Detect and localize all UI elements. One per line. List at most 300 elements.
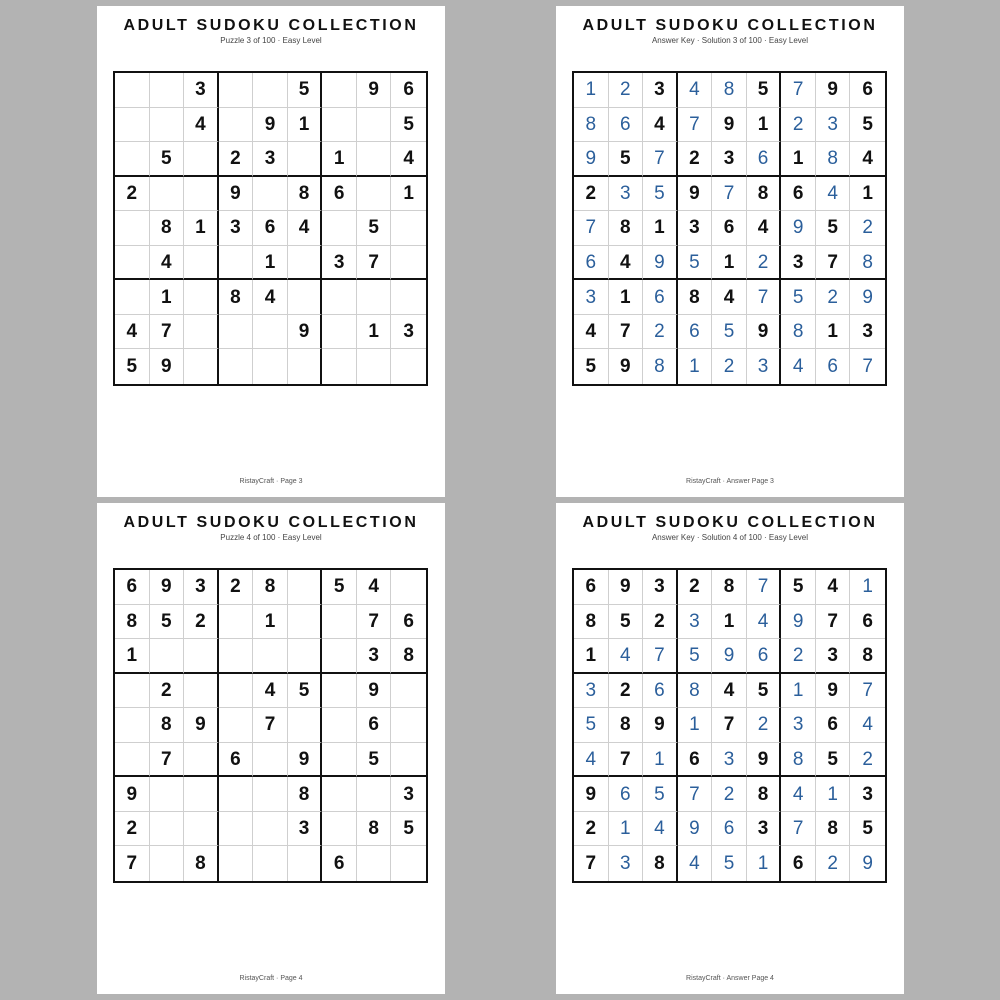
grid-cell: 4	[609, 639, 644, 674]
grid-cell: 8	[712, 570, 747, 605]
grid-cell: 2	[850, 211, 885, 246]
grid-cell: 3	[816, 108, 851, 143]
grid-cell: 6	[391, 605, 426, 640]
grid-cell: 2	[781, 108, 816, 143]
grid-cell	[253, 73, 288, 108]
grid-cell: 5	[115, 349, 150, 384]
grid-cell: 5	[850, 812, 885, 847]
grid-cell: 3	[322, 246, 357, 281]
grid-cell	[253, 177, 288, 212]
grid-cell: 7	[150, 315, 185, 350]
page-footer: RistayCraft · Answer Page 3	[686, 478, 774, 485]
grid-cell: 4	[850, 142, 885, 177]
grid-cell: 2	[574, 177, 609, 212]
grid-cell: 3	[747, 349, 782, 384]
grid-cell: 5	[288, 674, 323, 709]
grid-cell	[219, 73, 254, 108]
grid-cell: 8	[781, 315, 816, 350]
grid-cell	[357, 280, 392, 315]
grid-cell	[391, 246, 426, 281]
grid-cell: 1	[643, 743, 678, 778]
page-title: ADULT SUDOKU COLLECTION	[582, 17, 878, 34]
grid-cell: 9	[712, 639, 747, 674]
grid-cell: 6	[816, 708, 851, 743]
grid-cell: 2	[609, 674, 644, 709]
grid-cell: 2	[781, 639, 816, 674]
grid-cell: 1	[574, 639, 609, 674]
grid-cell	[150, 108, 185, 143]
grid-cell: 4	[643, 812, 678, 847]
grid-cell: 1	[678, 708, 713, 743]
grid-cell: 8	[219, 280, 254, 315]
grid-cell: 3	[712, 743, 747, 778]
sudoku-solution-grid	[572, 568, 887, 883]
grid-cell: 4	[850, 708, 885, 743]
grid-cell: 6	[747, 639, 782, 674]
grid-cell: 3	[574, 674, 609, 709]
grid-cell: 8	[816, 812, 851, 847]
grid-cell	[322, 605, 357, 640]
grid-cell	[357, 846, 392, 881]
grid-cell: 4	[574, 315, 609, 350]
grid-cell: 2	[747, 708, 782, 743]
grid-cell	[322, 349, 357, 384]
grid-cell	[253, 777, 288, 812]
grid-cell: 3	[609, 846, 644, 881]
grid-cell: 3	[781, 246, 816, 281]
grid-cell: 5	[781, 280, 816, 315]
grid-cell	[288, 605, 323, 640]
grid-cell	[288, 280, 323, 315]
grid-cell: 7	[643, 142, 678, 177]
grid-cell: 6	[574, 246, 609, 281]
grid-cell: 3	[747, 812, 782, 847]
grid-cell	[322, 743, 357, 778]
grid-cell: 5	[574, 349, 609, 384]
grid-cell: 4	[609, 246, 644, 281]
grid-cell: 2	[712, 777, 747, 812]
grid-cell: 1	[712, 605, 747, 640]
grid-cell: 5	[816, 743, 851, 778]
grid-cell	[219, 605, 254, 640]
grid-cell	[184, 142, 219, 177]
grid-cell: 5	[391, 108, 426, 143]
grid-cell: 3	[609, 177, 644, 212]
grid-cell	[253, 349, 288, 384]
grid-cell: 5	[850, 108, 885, 143]
grid-cell	[357, 777, 392, 812]
grid-cell: 1	[643, 211, 678, 246]
grid-cell	[219, 674, 254, 709]
grid-cell: 5	[712, 315, 747, 350]
grid-cell: 8	[781, 743, 816, 778]
grid-cell: 9	[357, 674, 392, 709]
grid-cell	[357, 108, 392, 143]
grid-cell: 8	[678, 674, 713, 709]
sudoku-solution-grid	[572, 71, 887, 386]
grid-cell: 9	[184, 708, 219, 743]
grid-cell: 9	[678, 177, 713, 212]
grid-cell	[322, 812, 357, 847]
grid-cell: 6	[643, 280, 678, 315]
page-subtitle: Puzzle 3 of 100 · Easy Level	[220, 36, 322, 45]
grid-cell: 1	[322, 142, 357, 177]
grid-cell: 3	[184, 570, 219, 605]
grid-cell: 5	[643, 177, 678, 212]
grid-cell	[288, 142, 323, 177]
grid-cell: 3	[391, 777, 426, 812]
grid-cell: 6	[712, 812, 747, 847]
grid-cell: 6	[574, 570, 609, 605]
grid-cell: 7	[747, 280, 782, 315]
grid-cell: 1	[816, 315, 851, 350]
grid-cell: 4	[747, 211, 782, 246]
grid-cell: 7	[816, 246, 851, 281]
grid-cell	[253, 315, 288, 350]
grid-cell: 1	[288, 108, 323, 143]
grid-cell: 1	[678, 349, 713, 384]
grid-cell: 2	[816, 280, 851, 315]
grid-cell	[150, 846, 185, 881]
grid-cell: 6	[322, 177, 357, 212]
grid-cell: 1	[391, 177, 426, 212]
grid-cell: 4	[115, 315, 150, 350]
grid-cell: 1	[253, 605, 288, 640]
grid-cell: 9	[288, 743, 323, 778]
grid-cell: 1	[816, 777, 851, 812]
grid-cell	[322, 315, 357, 350]
grid-cell	[184, 639, 219, 674]
page-title: ADULT SUDOKU COLLECTION	[582, 514, 878, 531]
grid-cell: 2	[816, 846, 851, 881]
grid-cell	[219, 777, 254, 812]
grid-cell: 9	[678, 812, 713, 847]
grid-cell: 5	[150, 605, 185, 640]
grid-cell: 6	[678, 743, 713, 778]
grid-cell: 5	[678, 639, 713, 674]
grid-cell	[184, 280, 219, 315]
grid-cell: 7	[357, 246, 392, 281]
grid-cell: 2	[678, 570, 713, 605]
grid-cell: 8	[150, 708, 185, 743]
grid-cell: 1	[115, 639, 150, 674]
grid-cell	[219, 108, 254, 143]
grid-cell: 4	[747, 605, 782, 640]
sudoku-grid	[113, 568, 428, 883]
grid-cell	[322, 639, 357, 674]
grid-cell: 7	[712, 177, 747, 212]
grid-cell	[184, 743, 219, 778]
grid-cell: 9	[288, 315, 323, 350]
grid-cell: 4	[184, 108, 219, 143]
grid-cell: 4	[574, 743, 609, 778]
grid-cell: 3	[850, 315, 885, 350]
grid-cell: 9	[781, 211, 816, 246]
page-title: ADULT SUDOKU COLLECTION	[123, 17, 419, 34]
grid-cell	[322, 280, 357, 315]
grid-cell: 1	[712, 246, 747, 281]
grid-cell	[253, 743, 288, 778]
grid-cell	[115, 743, 150, 778]
grid-cell: 5	[712, 846, 747, 881]
grid-cell: 3	[643, 570, 678, 605]
grid-cell: 7	[357, 605, 392, 640]
grid-cell: 9	[850, 280, 885, 315]
grid-cell: 9	[816, 674, 851, 709]
grid-cell	[184, 777, 219, 812]
grid-cell: 7	[115, 846, 150, 881]
grid-cell: 9	[150, 570, 185, 605]
grid-cell	[391, 211, 426, 246]
grid-cell: 8	[850, 246, 885, 281]
grid-cell: 6	[850, 73, 885, 108]
grid-cell: 9	[574, 142, 609, 177]
grid-cell	[115, 108, 150, 143]
page-footer: RistayCraft · Page 3	[239, 478, 303, 485]
grid-cell: 3	[643, 73, 678, 108]
grid-cell: 4	[253, 280, 288, 315]
grid-cell	[219, 639, 254, 674]
grid-cell	[150, 777, 185, 812]
grid-cell: 2	[184, 605, 219, 640]
grid-cell	[150, 812, 185, 847]
grid-cell	[288, 570, 323, 605]
grid-cell: 4	[712, 280, 747, 315]
grid-cell: 7	[850, 674, 885, 709]
grid-cell: 4	[781, 777, 816, 812]
grid-cell: 1	[150, 280, 185, 315]
grid-cell	[253, 812, 288, 847]
grid-cell: 6	[609, 777, 644, 812]
answer-page-3	[556, 6, 904, 497]
grid-cell: 5	[357, 211, 392, 246]
grid-cell: 5	[288, 73, 323, 108]
grid-cell: 9	[150, 349, 185, 384]
grid-cell	[184, 674, 219, 709]
grid-cell: 8	[288, 777, 323, 812]
sudoku-grid	[113, 71, 428, 386]
grid-cell: 4	[150, 246, 185, 281]
page-footer: RistayCraft · Answer Page 4	[686, 975, 774, 982]
grid-cell: 7	[574, 211, 609, 246]
grid-cell: 9	[643, 708, 678, 743]
grid-cell: 2	[643, 605, 678, 640]
grid-cell: 6	[850, 605, 885, 640]
grid-cell: 8	[609, 708, 644, 743]
grid-cell: 7	[862, 356, 873, 378]
grid-cell: 5	[643, 777, 678, 812]
grid-cell: 5	[747, 73, 782, 108]
grid-cell	[219, 812, 254, 847]
page-subtitle: Answer Key · Solution 4 of 100 · Easy Level	[651, 533, 809, 542]
grid-cell: 4	[781, 349, 816, 384]
grid-cell: 6	[678, 315, 713, 350]
grid-cell: 3	[253, 142, 288, 177]
grid-cell: 7	[678, 108, 713, 143]
grid-cell: 8	[816, 142, 851, 177]
grid-cell: 1	[574, 73, 609, 108]
grid-cell	[391, 674, 426, 709]
grid-cell: 3	[184, 73, 219, 108]
grid-cell: 3	[712, 142, 747, 177]
grid-cell: 8	[574, 108, 609, 143]
grid-cell: 5	[816, 211, 851, 246]
grid-cell: 6	[781, 177, 816, 212]
grid-cell: 2	[712, 349, 747, 384]
puzzle-page-3	[97, 6, 445, 497]
grid-cell: 7	[747, 570, 782, 605]
grid-cell: 7	[150, 743, 185, 778]
grid-cell: 7	[609, 315, 644, 350]
grid-cell: 2	[115, 177, 150, 212]
grid-cell	[288, 846, 323, 881]
grid-cell	[322, 674, 357, 709]
grid-cell: 8	[357, 812, 392, 847]
grid-cell: 4	[643, 108, 678, 143]
grid-cell	[115, 280, 150, 315]
grid-cell: 8	[643, 846, 678, 881]
grid-cell: 8	[609, 211, 644, 246]
grid-cell	[219, 246, 254, 281]
grid-cell: 7	[678, 777, 713, 812]
grid-cell	[115, 708, 150, 743]
grid-cell: 3	[391, 315, 426, 350]
grid-cell: 6	[712, 211, 747, 246]
puzzle-page-4	[97, 503, 445, 994]
grid-cell	[219, 315, 254, 350]
grid-cell: 8	[574, 605, 609, 640]
grid-cell: 5	[574, 708, 609, 743]
grid-cell	[150, 639, 185, 674]
grid-cell: 8	[747, 777, 782, 812]
grid-cell: 9	[609, 570, 644, 605]
grid-cell: 6	[747, 142, 782, 177]
grid-cell	[219, 349, 254, 384]
grid-cell: 2	[747, 246, 782, 281]
grid-cell: 8	[150, 211, 185, 246]
grid-cell	[115, 246, 150, 281]
grid-cell: 5	[678, 246, 713, 281]
grid-cell: 2	[850, 743, 885, 778]
grid-cell	[184, 812, 219, 847]
grid-cell	[219, 846, 254, 881]
grid-cell: 7	[574, 846, 609, 881]
grid-cell: 1	[357, 315, 392, 350]
grid-cell	[322, 708, 357, 743]
grid-cell: 2	[609, 73, 644, 108]
grid-cell	[391, 280, 426, 315]
grid-cell: 4	[391, 142, 426, 177]
grid-cell	[357, 142, 392, 177]
grid-cell	[288, 349, 323, 384]
page-subtitle: Answer Key · Solution 3 of 100 · Easy Level	[651, 36, 809, 45]
grid-cell: 9	[643, 246, 678, 281]
grid-cell: 4	[816, 177, 851, 212]
grid-cell	[150, 177, 185, 212]
grid-cell: 6	[357, 708, 392, 743]
grid-cell: 8	[253, 570, 288, 605]
grid-cell	[115, 73, 150, 108]
grid-cell: 8	[850, 639, 885, 674]
grid-cell: 5	[357, 743, 392, 778]
grid-cell: 1	[609, 280, 644, 315]
grid-cell: 1	[850, 177, 885, 212]
grid-cell: 6	[115, 570, 150, 605]
grid-cell: 7	[781, 812, 816, 847]
grid-cell: 5	[609, 142, 644, 177]
grid-cell: 7	[816, 605, 851, 640]
grid-cell: 1	[747, 846, 782, 881]
grid-cell: 6	[781, 846, 816, 881]
grid-cell	[184, 349, 219, 384]
grid-cell	[288, 639, 323, 674]
grid-cell	[357, 349, 392, 384]
grid-cell: 3	[781, 708, 816, 743]
grid-cell: 9	[747, 315, 782, 350]
grid-cell: 6	[643, 674, 678, 709]
grid-cell: 6	[253, 211, 288, 246]
grid-cell	[322, 108, 357, 143]
grid-cell: 6	[816, 349, 851, 384]
page-footer: RistayCraft · Page 4	[239, 975, 303, 982]
grid-cell: 3	[357, 639, 392, 674]
grid-cell: 8	[678, 280, 713, 315]
grid-cell: 1	[747, 108, 782, 143]
grid-cell: 5	[150, 142, 185, 177]
grid-cell: 8	[712, 73, 747, 108]
grid-cell: 7	[253, 708, 288, 743]
grid-cell: 7	[781, 73, 816, 108]
grid-cell: 3	[678, 211, 713, 246]
grid-cell: 9	[357, 73, 392, 108]
grid-cell: 9	[862, 853, 873, 875]
grid-cell: 7	[712, 708, 747, 743]
grid-cell	[391, 846, 426, 881]
grid-cell: 9	[219, 177, 254, 212]
grid-cell	[322, 777, 357, 812]
grid-cell: 1	[609, 812, 644, 847]
grid-cell: 6	[609, 108, 644, 143]
grid-cell: 3	[219, 211, 254, 246]
grid-cell	[391, 743, 426, 778]
grid-cell: 1	[781, 142, 816, 177]
grid-cell	[288, 708, 323, 743]
grid-cell: 9	[609, 349, 644, 384]
grid-cell: 3	[816, 639, 851, 674]
grid-cell: 3	[574, 280, 609, 315]
grid-cell: 9	[747, 743, 782, 778]
grid-cell: 9	[781, 605, 816, 640]
grid-cell: 9	[574, 777, 609, 812]
grid-cell: 2	[643, 315, 678, 350]
grid-cell	[219, 708, 254, 743]
grid-cell: 2	[219, 142, 254, 177]
grid-cell: 1	[184, 211, 219, 246]
grid-cell: 8	[643, 349, 678, 384]
grid-cell: 1	[253, 246, 288, 281]
grid-cell: 3	[288, 812, 323, 847]
grid-cell: 9	[816, 73, 851, 108]
grid-cell	[253, 846, 288, 881]
page-subtitle: Puzzle 4 of 100 · Easy Level	[220, 533, 322, 542]
grid-cell: 6	[219, 743, 254, 778]
grid-cell: 2	[219, 570, 254, 605]
grid-cell: 5	[781, 570, 816, 605]
grid-cell: 8	[184, 846, 219, 881]
grid-cell: 7	[609, 743, 644, 778]
grid-cell: 7	[643, 639, 678, 674]
grid-cell	[184, 315, 219, 350]
